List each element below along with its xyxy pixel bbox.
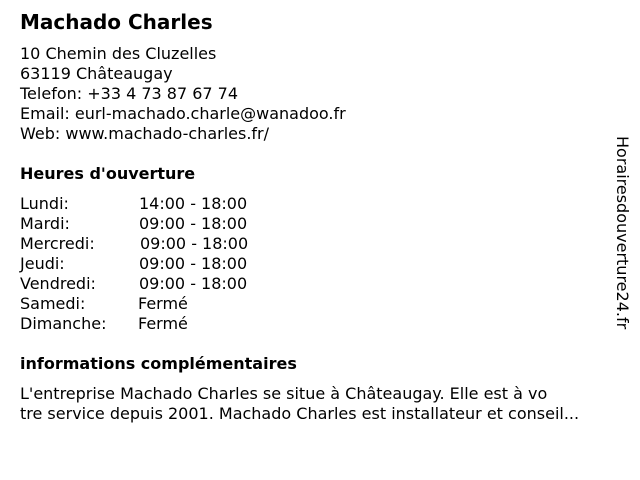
hours-time: 09:00 - 18:00 (139, 254, 248, 273)
info-heading: informations complémentaires (20, 354, 297, 373)
web-line: Web: www.machado-charles.fr/ (20, 124, 270, 143)
site-watermark: Horairesdouverture24.fr (613, 136, 632, 330)
hours-day-label: Dimanche: (20, 314, 107, 333)
hours-time: 09:00 - 18:00 (139, 274, 248, 293)
hours-day-label: Mardi: (20, 214, 70, 233)
address-street: 10 Chemin des Cluzelles (20, 44, 217, 63)
hours-day-label: Vendredi: (20, 274, 96, 293)
hours-time: Fermé (138, 314, 188, 333)
hours-time: Fermé (138, 294, 188, 313)
business-name: Machado Charles (20, 10, 213, 34)
hours-time: 09:00 - 18:00 (140, 234, 249, 253)
hours-time: 09:00 - 18:00 (139, 214, 248, 233)
hours-day-label: Jeudi: (20, 254, 65, 273)
info-text-line2: tre service depuis 2001. Machado Charles est installateur et conseil... (20, 404, 580, 423)
hours-time: 14:00 - 18:00 (139, 194, 248, 213)
hours-day-label: Mercredi: (20, 234, 95, 253)
hours-day-label: Lundi: (20, 194, 69, 213)
address-city: 63119 Châteaugay (20, 64, 173, 83)
phone-line: Telefon: +33 4 73 87 67 74 (20, 84, 239, 103)
info-text-line1: L'entreprise Machado Charles se situe à Châteaugay. Elle est à vo (20, 384, 548, 403)
hours-day-label: Samedi: (20, 294, 86, 313)
hours-heading: Heures d'ouverture (20, 164, 196, 183)
email-line: Email: eurl-machado.charle@wanadoo.fr (20, 104, 346, 123)
